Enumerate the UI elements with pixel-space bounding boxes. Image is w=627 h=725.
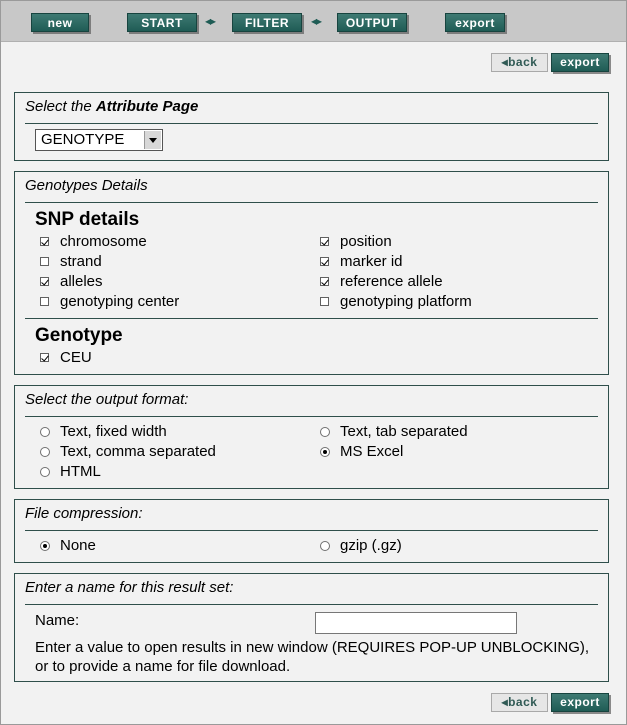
- checkbox-checked-icon[interactable]: [320, 277, 329, 286]
- back-button-top[interactable]: ◂back: [491, 53, 548, 72]
- divider: [25, 123, 598, 124]
- output-format-title: Select the output format:: [25, 391, 189, 408]
- result-name-input[interactable]: [315, 612, 517, 634]
- checkbox-unchecked-icon[interactable]: [320, 297, 329, 306]
- checkbox-unchecked-icon[interactable]: [40, 257, 49, 266]
- result-name-panel: [14, 573, 609, 682]
- radio-selected-icon[interactable]: [40, 541, 50, 551]
- radio-unselected-icon[interactable]: [320, 427, 330, 437]
- checkbox-checked-icon[interactable]: [40, 277, 49, 286]
- file-compression-title: File compression:: [25, 505, 143, 522]
- checkbox-checked-icon[interactable]: [320, 237, 329, 246]
- filter-output-arrow-icon: ◂▸: [311, 14, 322, 28]
- radio-unselected-icon[interactable]: [40, 447, 50, 457]
- radio-unselected-icon[interactable]: [40, 467, 50, 477]
- attribute-page-selected-value: GENOTYPE: [41, 131, 125, 148]
- name-label: Name:: [35, 612, 80, 629]
- radio-unselected-icon[interactable]: [320, 541, 330, 551]
- export-button-bottom[interactable]: export: [551, 693, 609, 712]
- radio-unselected-icon[interactable]: [40, 427, 50, 437]
- divider: [25, 202, 598, 203]
- output-button[interactable]: OUTPUT: [337, 13, 407, 32]
- export-button-top[interactable]: export: [551, 53, 609, 72]
- top-toolbar: [1, 1, 626, 42]
- filter-button[interactable]: FILTER: [232, 13, 302, 32]
- chevron-down-icon[interactable]: [144, 131, 161, 149]
- output-format-panel: Select the output format: Text, fixed width Text, tab separated Text, comma separated MS Excel HTML: [14, 385, 609, 489]
- attribute-page-panel: [14, 92, 609, 161]
- file-compression-panel: File compression: None gzip (.gz): [14, 499, 609, 563]
- start-filter-arrow-icon: ◂▸: [205, 14, 216, 28]
- result-name-help-text: Enter a value to open results in new window (REQUIRES POP-UP UNBLOCKING), or to provide a name for file download.: [35, 639, 590, 675]
- divider: [25, 318, 598, 319]
- checkbox-checked-icon[interactable]: [40, 237, 49, 246]
- toolbar-export-button[interactable]: export: [445, 13, 505, 32]
- snp-details-heading: SNP details: [35, 209, 140, 230]
- attribute-page-title: Select the Attribute Page: [25, 98, 199, 115]
- start-button[interactable]: START: [127, 13, 197, 32]
- checkbox-checked-icon[interactable]: [320, 257, 329, 266]
- radio-selected-icon[interactable]: [320, 447, 330, 457]
- divider: [25, 530, 598, 531]
- checkbox-checked-icon[interactable]: [40, 353, 49, 362]
- genotype-heading: Genotype: [35, 325, 123, 346]
- divider: [25, 416, 598, 417]
- back-button-bottom[interactable]: ◂back: [491, 693, 548, 712]
- genotypes-details-title: Genotypes Details: [25, 177, 148, 194]
- checkbox-unchecked-icon[interactable]: [40, 297, 49, 306]
- divider: [25, 604, 598, 605]
- attribute-page-select[interactable]: [35, 129, 163, 151]
- genotypes-details-panel: Genotypes Details SNP details chromosome position strand marker id alleles reference allele genotyping center genotyping platform Genotype CEU: [14, 171, 609, 375]
- new-button[interactable]: new: [31, 13, 89, 32]
- result-name-title: Enter a name for this result set:: [25, 579, 234, 596]
